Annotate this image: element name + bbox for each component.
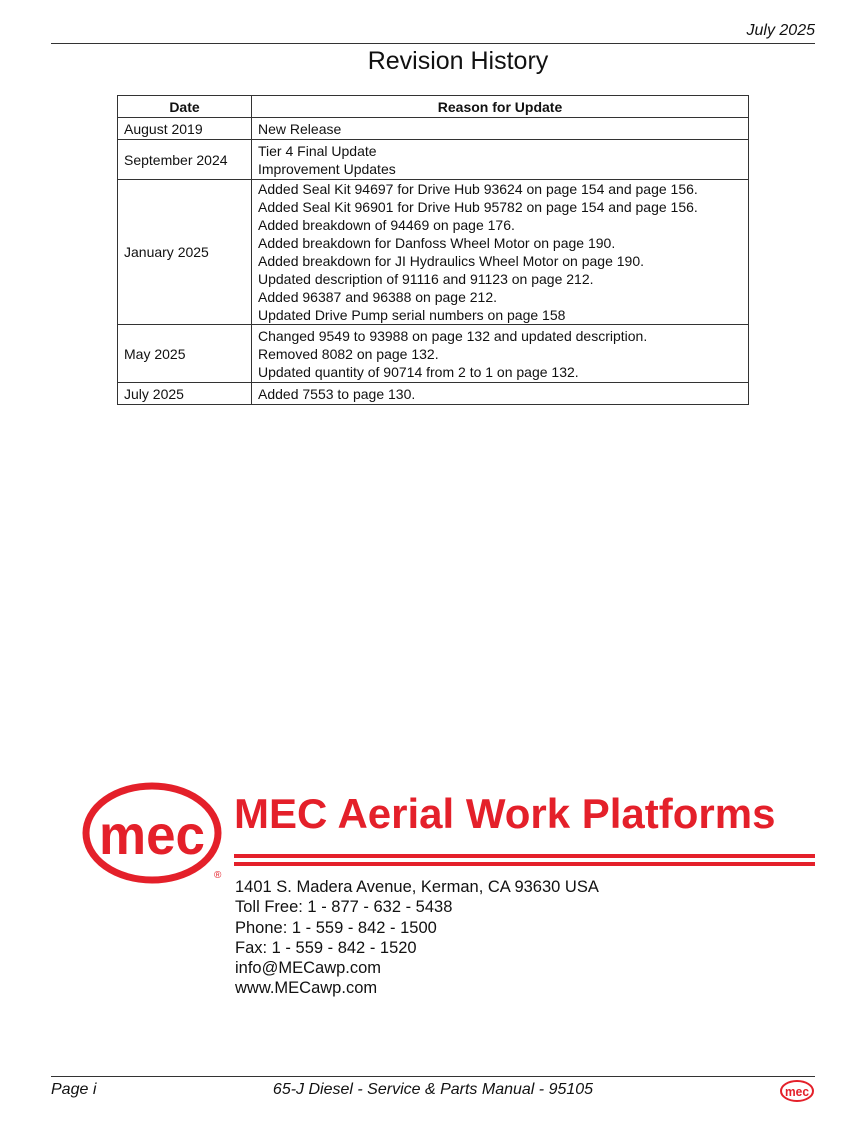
brand-rule-bottom	[234, 862, 815, 866]
revision-table	[117, 95, 749, 405]
brand-rule-top	[234, 854, 815, 858]
header-date: July 2025	[746, 22, 815, 39]
revision-reason	[252, 118, 749, 140]
table-header-row	[118, 96, 749, 118]
reason-line: Added breakdown for Danfoss Wheel Motor on page 190.	[258, 235, 616, 251]
reason-line: New Release	[258, 120, 342, 137]
revision-date: July 2025	[118, 383, 252, 405]
footer-logo-wordmark: mec	[785, 1084, 809, 1099]
page-title: Revision History	[367, 47, 549, 75]
email-address: info@MECawp.com	[235, 959, 382, 978]
document-title: 65-J Diesel - Service & Parts Manual - 95105	[272, 1081, 594, 1098]
reason-line: Updated description of 91116 and 91123 on page 212.	[258, 271, 594, 287]
reason-line: Updated quantity of 90714 from 2 to 1 on page 132.	[258, 363, 579, 380]
reason-line: Added Seal Kit 94697 for Drive Hub 93624 on page 154 and page 156.	[258, 181, 698, 197]
revision-date: September 2024	[118, 140, 252, 180]
revision-date: August 2019	[118, 118, 252, 140]
revision-date: January 2025	[118, 180, 252, 325]
reason-line: Added Seal Kit 96901 for Drive Hub 95782 on page 154 and page 156.	[258, 199, 698, 215]
website-url: www.MECawp.com	[235, 979, 378, 998]
column-header-reason: Reason for Update	[252, 96, 749, 118]
table-row	[118, 180, 749, 325]
column-header-date: Date	[118, 96, 252, 118]
footer-divider	[51, 1076, 815, 1077]
contact-block	[235, 877, 599, 999]
reason-line: Added 7553 to page 130.	[258, 385, 416, 402]
company-name: MEC Aerial Work Platforms	[234, 790, 776, 837]
header-divider	[51, 43, 815, 44]
reason-line: Tier 4 Final Update	[258, 142, 377, 159]
toll-free-number: Toll Free: 1 - 877 - 632 - 5438	[235, 898, 453, 917]
reason-line: Improvement Updates	[258, 160, 396, 177]
revision-reason	[252, 383, 749, 405]
table-row	[118, 325, 749, 383]
revision-reason	[252, 140, 749, 180]
reason-line: Removed 8082 on page 132.	[258, 345, 439, 362]
page-number: Page i	[51, 1081, 97, 1098]
phone-number: Phone: 1 - 559 - 842 - 1500	[235, 918, 437, 937]
mec-logo	[80, 780, 228, 886]
logo-wordmark: mec	[99, 803, 205, 866]
registered-mark: ®	[214, 870, 222, 881]
company-address: 1401 S. Madera Avenue, Kerman, CA 93630 USA	[235, 878, 599, 896]
reason-line: Changed 9549 to 93988 on page 132 and updated description.	[258, 327, 648, 344]
fax-number: Fax: 1 - 559 - 842 - 1520	[235, 938, 417, 957]
table-row	[118, 383, 749, 405]
revision-date: May 2025	[118, 325, 252, 383]
table-row	[118, 140, 749, 180]
reason-line: Added 96387 and 96388 on page 212.	[258, 289, 498, 305]
reason-line: Updated Drive Pump serial numbers on page 158	[258, 307, 566, 323]
reason-line: Added breakdown of 94469 on page 176.	[258, 217, 515, 233]
revision-reason	[252, 180, 749, 325]
footer-mec-logo	[779, 1079, 815, 1103]
table-row	[118, 118, 749, 140]
reason-line: Added breakdown for JI Hydraulics Wheel Motor on page 190.	[258, 253, 644, 269]
revision-reason	[252, 325, 749, 383]
